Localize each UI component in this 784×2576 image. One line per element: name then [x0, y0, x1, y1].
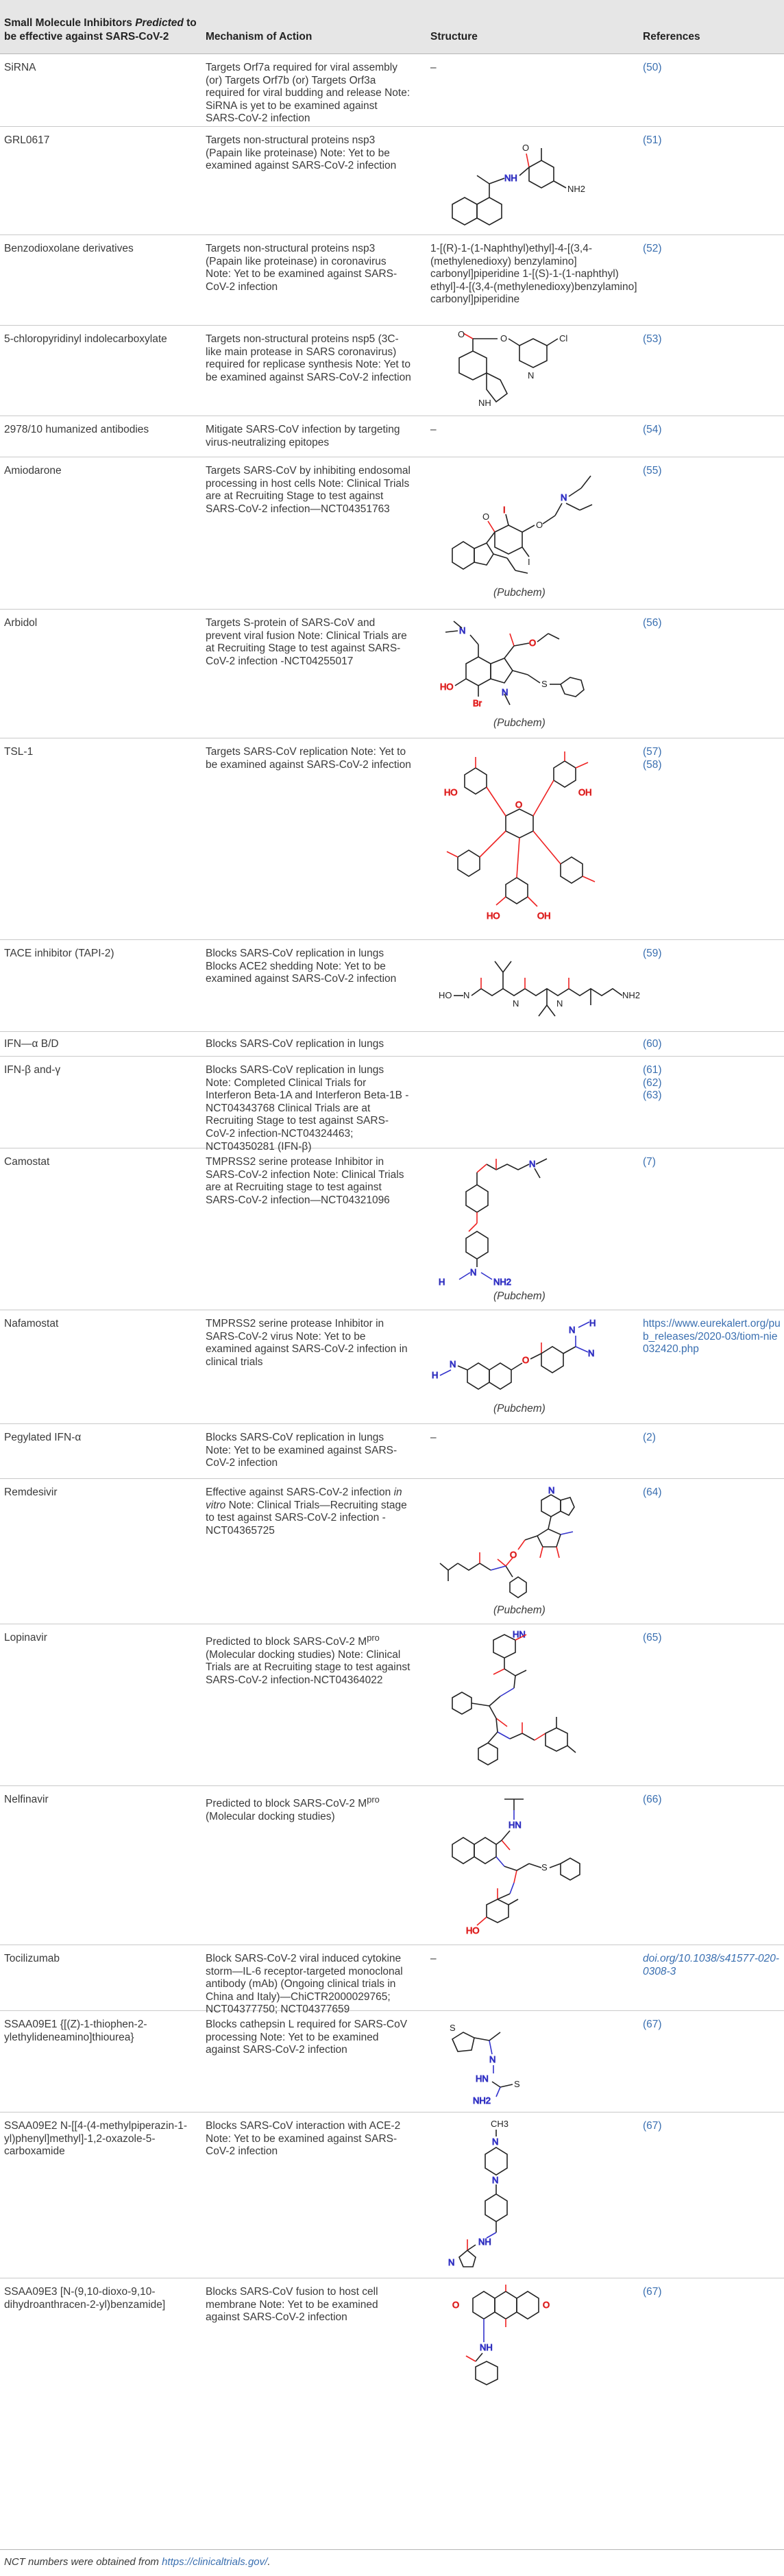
- svg-text:N: N: [529, 1159, 536, 1169]
- ssaa09e3-structure-image: [439, 2285, 576, 2426]
- reference-link[interactable]: (57) (58): [643, 746, 662, 771]
- svg-text:Br: Br: [473, 698, 482, 708]
- svg-text:HO: HO: [466, 1925, 480, 1936]
- svg-text:O: O: [510, 1550, 517, 1560]
- reference-link[interactable]: (60): [643, 1038, 662, 1050]
- svg-text:HN: HN: [513, 1629, 526, 1639]
- header-references: References: [643, 31, 700, 43]
- inhibitor-name: SiRNA: [4, 62, 36, 73]
- table-row: [0, 2010, 784, 2112]
- svg-text:N: N: [502, 687, 509, 697]
- svg-text:HO: HO: [439, 990, 452, 1000]
- mechanism-text: Blocks SARS-CoV replication in lungs: [206, 1038, 384, 1050]
- reference-link[interactable]: doi.org/10.1038/s41577-020-0308-3: [643, 1953, 780, 1977]
- mechanism-text: Blocks SARS-CoV fusion to host cell membrane Note: Yet to be examined against SARS-CoV-2 infection: [206, 2286, 378, 2324]
- structure-source-caption: (Pubchem): [493, 1403, 546, 1415]
- structure-source-caption: (Pubchem): [493, 1290, 546, 1302]
- reference-link[interactable]: (67): [643, 2019, 662, 2030]
- amiodarone-structure-image: [439, 466, 610, 583]
- svg-text:N: N: [470, 1267, 477, 1277]
- reference-link[interactable]: (53): [643, 333, 662, 345]
- reference-link[interactable]: (50): [643, 62, 662, 73]
- structure-text: –: [430, 62, 437, 73]
- mechanism-text: Effective against SARS-CoV-2 infection in vitro Note: Clinical Trials—Recruiting stage to test against SARS-CoV-2 infection - NCT04365725: [206, 1486, 407, 1537]
- svg-text:N: N: [450, 1359, 456, 1369]
- nafamostat-structure-image: [432, 1319, 637, 1399]
- svg-text:S: S: [541, 679, 548, 689]
- table-row: [0, 2278, 784, 2550]
- reference-link[interactable]: https://www.eurekalert.org/pub_releases/2020-03/tiom-nie032420.php: [643, 1318, 781, 1356]
- table-footnote: NCT numbers were obtained from https://clinicaltrials.gov/.: [4, 2556, 271, 2568]
- ssaa09e1-structure-image: [439, 2019, 576, 2105]
- inhibitor-name: GRL0617: [4, 134, 50, 146]
- table-row: [0, 1423, 784, 1479]
- reference-link[interactable]: (55): [643, 465, 662, 477]
- ssaa09e2-structure-image: [439, 2117, 589, 2270]
- svg-text:NH2: NH2: [473, 2095, 491, 2106]
- svg-text:S: S: [450, 2023, 456, 2033]
- table-row: [0, 609, 784, 738]
- header-structure: Structure: [430, 31, 478, 43]
- mechanism-text: Targets S-protein of SARS-CoV and prevent viral fusion Note: Clinical Trials are at Recruiting Stage to test against SARS-CoV-2 infection -NCT04255017: [206, 617, 407, 667]
- mechanism-text: Targets SARS-CoV replication Note: Yet to be examined against SARS-CoV-2 infection: [206, 746, 411, 771]
- mechanism-text: Targets SARS-CoV by inhibiting endosomal processing in host cells Note: Clinical Trials are at Recruiting Stage to test against SARS-CoV-2 infection—NCT04351763: [206, 465, 411, 515]
- svg-text:S: S: [514, 2079, 520, 2089]
- inhibitor-name: IFN-β and-γ: [4, 1064, 61, 1076]
- grl0617-structure-image: [439, 136, 603, 232]
- svg-text:OH: OH: [537, 911, 551, 921]
- inhibitor-name: Benzodioxolane derivatives: [4, 243, 134, 254]
- svg-text:N: N: [569, 1325, 576, 1335]
- mechanism-text: Predicted to block SARS-CoV-2 $M^{pro}$ (Molecular docking studies) Note: Clinical Trials are at Recruiting stage to test against SARS-CoV-2 infection-NCT04364022: [206, 1633, 411, 1686]
- svg-text:CH3: CH3: [491, 2119, 509, 2129]
- inhibitor-name: 2978/10 humanized antibodies: [4, 424, 149, 435]
- table-row: [0, 1945, 784, 2016]
- reference-link[interactable]: (56): [643, 617, 662, 629]
- table-row: [0, 1031, 784, 1057]
- inhibitor-name: TSL-1: [4, 746, 34, 758]
- reference-link[interactable]: (67): [643, 2120, 662, 2132]
- svg-text:HN: HN: [476, 2073, 489, 2084]
- svg-text:N: N: [556, 998, 563, 1009]
- mechanism-text: Mitigate SARS-CoV infection by targeting virus-neutralizing epitopes: [206, 424, 400, 448]
- svg-text:I: I: [528, 557, 530, 567]
- table-row: [0, 1478, 784, 1624]
- table-row: [0, 738, 784, 940]
- svg-text:O: O: [500, 333, 508, 344]
- svg-text:NH: NH: [504, 173, 517, 183]
- svg-text:N: N: [459, 625, 466, 636]
- reference-link[interactable]: (52): [643, 243, 662, 254]
- svg-text:O: O: [482, 511, 490, 522]
- mechanism-text: Blocks SARS-CoV replication in lungs Note: Completed Clinical Trials for Interferon Beta-1A and Interferon Beta-1B -NCT04343768 Clinical Trials are at Recruiting Stage to test against SARS-CoV-2 infection-NCT04324463; NCT04350281 (IFN-β): [206, 1064, 409, 1153]
- table-row: [0, 416, 784, 457]
- inhibitor-name: Tocilizumab: [4, 1953, 60, 1964]
- reference-link[interactable]: (65): [643, 1632, 662, 1644]
- reference-link[interactable]: (7): [643, 1156, 656, 1168]
- svg-text:HN: HN: [509, 1820, 522, 1830]
- svg-text:I: I: [503, 505, 506, 515]
- mechanism-text: Blocks SARS-CoV interaction with ACE-2 Note: Yet to be examined against SARS-CoV-2 infection: [206, 2120, 401, 2158]
- svg-text:NH: NH: [478, 398, 491, 408]
- inhibitor-name: Amiodarone: [4, 465, 62, 477]
- svg-text:N: N: [448, 2257, 455, 2267]
- inhibitor-name: Nafamostat: [4, 1318, 59, 1329]
- inhibitor-name: TACE inhibitor (TAPI-2): [4, 948, 114, 959]
- svg-text:N: N: [492, 2175, 499, 2185]
- reference-link[interactable]: (59): [643, 948, 662, 959]
- inhibitor-name: Pegylated IFN-α: [4, 1432, 82, 1443]
- svg-text:OH: OH: [578, 787, 592, 797]
- structure-source-caption: (Pubchem): [493, 717, 546, 729]
- svg-text:H: H: [432, 1370, 439, 1380]
- table-row: [0, 126, 784, 235]
- mechanism-text: Blocks cathepsin L required for SARS-CoV processing Note: Yet to be examined against SARS-CoV-2 infection: [206, 2019, 408, 2056]
- tapi2-structure-image: [439, 953, 641, 1022]
- inhibitor-name: 5-chloropyridinyl indolecarboxylate: [4, 333, 167, 345]
- svg-text:O: O: [458, 329, 465, 339]
- mechanism-text: TMPRSS2 serine protease Inhibitor in SARS-CoV-2 virus Note: Yet to be examined against SARS-CoV-2 infection in clinical trials: [206, 1318, 408, 1368]
- remdesivir-structure-image: [439, 1486, 617, 1603]
- mechanism-text: Targets non-structural proteins nsp5 (3C-like main protease in SARS coronavirus) required for replicase synthesis Note: Yet to be examined against SARS-CoV-2 infection: [206, 333, 411, 383]
- reference-link[interactable]: (51): [643, 134, 662, 146]
- structure-text: –: [430, 1953, 437, 1964]
- mechanism-text: Predicted to block SARS-CoV-2 $M^{pro}$ (Molecular docking studies): [206, 1794, 380, 1822]
- nelfinavir-structure-image: [439, 1792, 617, 1938]
- svg-text:NH2: NH2: [567, 184, 586, 194]
- reference-link[interactable]: (64): [643, 1486, 662, 1498]
- tsl1-structure-image: [444, 747, 609, 926]
- svg-text:H: H: [589, 1318, 596, 1328]
- inhibitor-name: Arbidol: [4, 617, 38, 629]
- mechanism-text: Blocks SARS-CoV replication in lungs Blocks ACE2 shedding Note: Yet to be examined against SARS-CoV-2 infection: [206, 948, 397, 985]
- svg-text:O: O: [529, 638, 537, 648]
- svg-text:HO: HO: [487, 911, 500, 921]
- lopinavir-structure-image: [439, 1630, 617, 1774]
- header-mechanism: Mechanism of Action: [206, 31, 313, 43]
- inhibitor-name: Remdesivir: [4, 1486, 58, 1498]
- table-row: [0, 325, 784, 416]
- arbidol-structure-image: [439, 618, 617, 712]
- svg-text:NH: NH: [478, 2237, 491, 2247]
- structure-source-caption: (Pubchem): [493, 587, 546, 599]
- svg-text:O: O: [515, 799, 523, 810]
- inhibitor-name: Camostat: [4, 1156, 50, 1168]
- table-row: [0, 1624, 784, 1786]
- table-row: [0, 1148, 784, 1310]
- svg-text:NH2: NH2: [493, 1277, 512, 1287]
- svg-text:O: O: [536, 520, 543, 530]
- inhibitor-name: SSAA09E1 {[(Z)-1-thiophen-2-ylethylideneamino]thiourea}: [4, 2019, 147, 2043]
- svg-text:NH2: NH2: [622, 990, 641, 1000]
- table-row: [0, 939, 784, 1032]
- svg-text:N: N: [548, 1485, 555, 1495]
- table-row: [0, 1310, 784, 1424]
- svg-text:HO: HO: [444, 787, 458, 797]
- svg-text:NH: NH: [480, 2342, 493, 2352]
- structure-text: –: [430, 1432, 437, 1443]
- svg-text:N: N: [489, 2054, 496, 2065]
- inhibitor-name: Lopinavir: [4, 1632, 47, 1644]
- reference-link[interactable]: (54): [643, 424, 662, 435]
- svg-text:N: N: [463, 990, 470, 1000]
- table-row: [0, 1056, 784, 1153]
- inhibitor-name: IFN—α B/D: [4, 1038, 59, 1050]
- mechanism-text: Targets non-structural proteins nsp3 (Papain like proteinase) in coronavirus Note: Yet to be examined against SARS-CoV-2 infection: [206, 243, 397, 293]
- reference-link[interactable]: (67): [643, 2286, 662, 2298]
- reference-link[interactable]: (61) (62) (63): [643, 1064, 662, 1102]
- svg-text:N: N: [561, 492, 567, 503]
- chloropyridinyl-structure-image: [439, 330, 603, 413]
- structure-text: –: [430, 424, 437, 435]
- table-row: [0, 1785, 784, 1945]
- table-row: [0, 457, 784, 610]
- svg-text:O: O: [522, 143, 530, 153]
- structure-text: 1-[(R)-1-(1-Naphthyl)ethyl]-4-[(3,4-(methylenedioxy) benzylamino] carbonyl]piperidine 1-[(S)-1-(1-naphthyl) ethyl]-4-[(3,4-(methylenedioxy)benzylamino] carbonyl]piperidine: [430, 243, 637, 306]
- mechanism-text: Targets Orf7a required for viral assembly (or) Targets Orf7b (or) Targets Orf3a required for viral budding and release Note: SiRNA is yet to be examined against SARS-CoV-2 infection: [206, 62, 411, 125]
- inhibitor-name: Nelfinavir: [4, 1794, 49, 1805]
- header-inhibitors: Small Molecule Inhibitors Predicted to be effective against SARS-CoV-2: [4, 17, 197, 43]
- inhibitor-name: SSAA09E2 N-[[4-(4-methylpiperazin-1-yl)phenyl]methyl]-1,2-oxazole-5-carboxamide: [4, 2120, 188, 2158]
- table-row: [0, 2112, 784, 2278]
- table-row: [0, 53, 784, 127]
- svg-text:N: N: [588, 1348, 595, 1358]
- camostat-structure-image: [439, 1156, 589, 1286]
- mechanism-text: Blocks SARS-CoV replication in lungs Note: Yet to be examined against SARS-CoV-2 infection: [206, 1432, 397, 1469]
- svg-text:N: N: [492, 2136, 499, 2147]
- table-row: [0, 234, 784, 326]
- svg-text:O: O: [522, 1355, 530, 1365]
- svg-text:N: N: [528, 370, 535, 381]
- svg-text:HO: HO: [440, 682, 454, 692]
- svg-text:S: S: [541, 1862, 548, 1873]
- inhibitor-name: SSAA09E3 [N-(9,10-dioxo-9,10-dihydroanthracen-2-yl)benzamide]: [4, 2286, 166, 2311]
- mechanism-text: Block SARS-CoV-2 viral induced cytokine storm—IL-6 receptor-targeted monoclonal antibody (mAb) (Ongoing clinical trials in China and Italy)—ChiCTR2000029765; NCT04377750; NCT04377659: [206, 1953, 403, 2016]
- structure-source-caption: (Pubchem): [493, 1604, 546, 1616]
- svg-text:H: H: [439, 1277, 445, 1287]
- svg-text:N: N: [513, 998, 519, 1009]
- table-header: [0, 0, 784, 54]
- mechanism-text: Targets non-structural proteins nsp3 (Papain like proteinase) Note: Yet to be examined against SARS-CoV-2 infection: [206, 134, 397, 172]
- svg-text:O: O: [452, 2300, 460, 2310]
- svg-text:Cl: Cl: [559, 333, 568, 344]
- reference-link[interactable]: (2): [643, 1432, 656, 1443]
- reference-link[interactable]: (66): [643, 1794, 662, 1805]
- svg-text:O: O: [543, 2300, 550, 2310]
- footnote-link[interactable]: https://clinicaltrials.gov/: [162, 2556, 268, 2568]
- mechanism-text: TMPRSS2 serine protease Inhibitor in SARS-CoV-2 infection Note: Clinical Trials are at Recruiting stage to test against SARS-CoV-2 infection—NCT04321096: [206, 1156, 404, 1206]
